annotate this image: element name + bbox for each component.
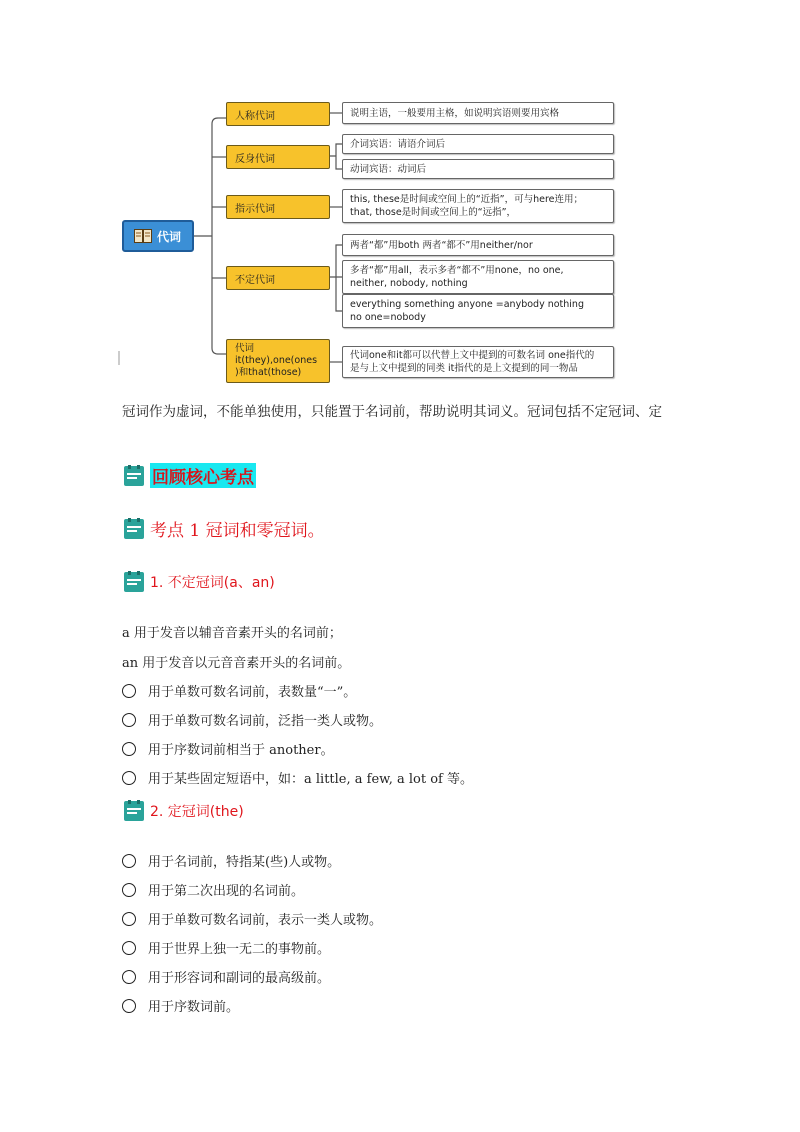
- branch-reflexive-pronoun: 反身代词: [226, 145, 330, 169]
- circle-bullet-icon: [122, 999, 136, 1013]
- intro-paragraph: 冠词作为虚词，不能单独使用，只能置于名词前，帮助说明其词义。冠词包括不定冠词、定: [122, 404, 662, 420]
- section1-line-an: an 用于发音以元音音素开头的名词前。: [122, 656, 351, 671]
- list-item: 用于某些固定短语中，如：a little, a few, a lot of 等。: [122, 768, 473, 787]
- leaf-reflexive-prep-object: 介词宾语：请语介词后: [342, 134, 614, 154]
- circle-bullet-icon: [122, 912, 136, 926]
- note-badge-icon: [122, 571, 146, 593]
- circle-bullet-icon: [122, 883, 136, 897]
- mindmap-root: [122, 220, 194, 252]
- circle-bullet-icon: [122, 684, 136, 698]
- list-item: 用于单数可数名词前，泛指一类人或物。: [122, 710, 382, 729]
- leaf-one-it: 代词one和it都可以代替上文中提到的可数名词 one指代的 是与上文中提到的同类 it指代的是上文提到的同一物品: [342, 346, 614, 378]
- mindmap-edge-mark: [118, 351, 120, 365]
- list-item: 用于名词前，特指某(些)人或物。: [122, 851, 340, 870]
- leaf-indefinite-all: 多者“都”用all，表示多者“都不”用none，no one, neither, nobody, nothing: [342, 260, 614, 294]
- note-badge-icon: [122, 800, 146, 822]
- leaf-personal-pronoun: 说明主语，一般要用主格，如说明宾语则要用宾格: [342, 102, 614, 124]
- circle-bullet-icon: [122, 854, 136, 868]
- heading-core-text: 回顾核心考点: [150, 463, 256, 488]
- branch-indefinite-pronoun: 不定代词: [226, 266, 330, 290]
- list-item: 用于序数词前相当于 another。: [122, 739, 334, 758]
- circle-bullet-icon: [122, 970, 136, 984]
- circle-bullet-icon: [122, 771, 136, 785]
- leaf-reflexive-verb-object: 动词宾语：动词后: [342, 159, 614, 179]
- leaf-demonstrative: this, these是时间或空间上的“近指”，可与here连用； that, those是时间或空间上的“远指”，: [342, 189, 614, 223]
- mindmap-root-label: 代词: [157, 229, 182, 244]
- section1-title: 1. 不定冠词(a、an): [150, 575, 275, 591]
- leaf-indefinite-both: 两者“都”用both 两者“都不”用neither/nor: [342, 234, 614, 256]
- branch-substitute-pronoun: 代词 it(they),one(ones )和that(those): [226, 339, 330, 383]
- section2-title: 2. 定冠词(the): [150, 804, 244, 820]
- heading-point-text: 考点 1 冠词和零冠词。: [150, 521, 325, 541]
- list-item: 用于世界上独一无二的事物前。: [122, 938, 330, 957]
- list-item: 用于形容词和副词的最高级前。: [122, 967, 330, 986]
- branch-personal-pronoun: 人称代词: [226, 102, 330, 126]
- section1-line-a: a 用于发音以辅音音素开头的名词前；: [122, 626, 342, 641]
- list-item: 用于序数词前。: [122, 996, 239, 1015]
- circle-bullet-icon: [122, 713, 136, 727]
- heading-indefinite-article: [122, 571, 275, 593]
- pronoun-mindmap: [118, 96, 618, 382]
- circle-bullet-icon: [122, 941, 136, 955]
- heading-core-points: [122, 463, 256, 488]
- note-badge-icon: [122, 518, 146, 540]
- book-icon: [134, 229, 152, 243]
- note-badge-icon: [122, 465, 146, 487]
- list-item: 用于第二次出现的名词前。: [122, 880, 304, 899]
- list-item: 用于单数可数名词前，表示一类人或物。: [122, 909, 382, 928]
- leaf-indefinite-everything: everything something anyone =anybody nothing no one=nobody: [342, 294, 614, 328]
- branch-demonstrative-pronoun: 指示代词: [226, 195, 330, 219]
- heading-definite-article: [122, 800, 244, 822]
- circle-bullet-icon: [122, 742, 136, 756]
- list-item: 用于单数可数名词前，表数量“一”。: [122, 681, 356, 700]
- heading-point-1: [122, 516, 325, 541]
